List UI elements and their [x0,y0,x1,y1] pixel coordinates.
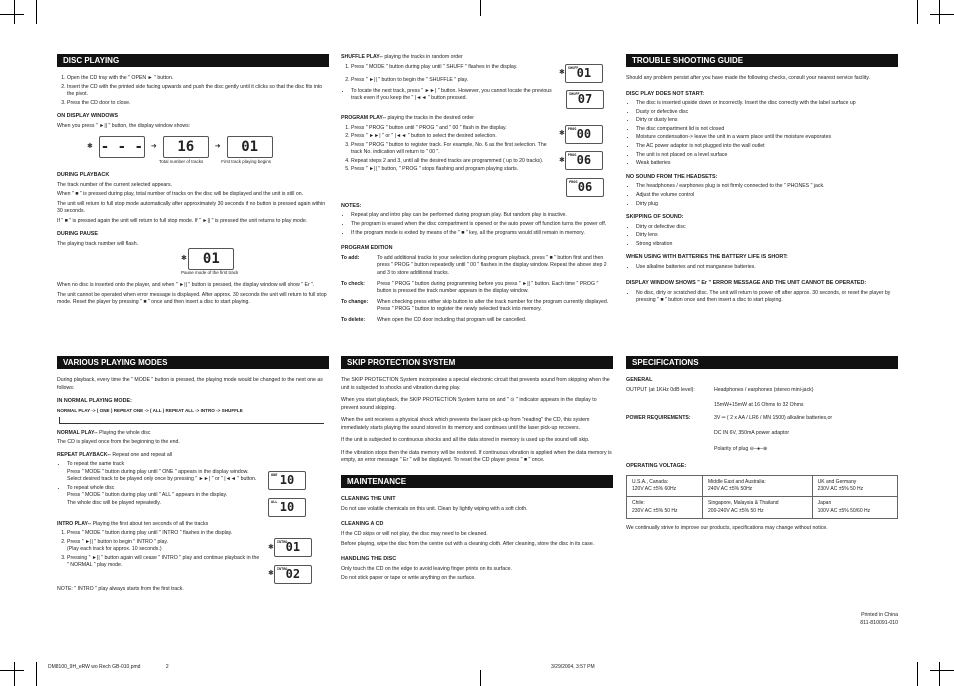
list-item: • The AC power adaptor is not plugged into the wall outlet [636,143,898,151]
list-item: • The disc compartment lid is not closed [636,126,898,134]
label: SHUFFLE PLAY-- [341,54,383,60]
list-item: • The program is erased when the disc compartment is opened or the auto power off function turns the power off. [351,221,613,229]
crop-mark [939,0,940,24]
skip-protection-header: SKIP PROTECTION SYSTEM [341,356,613,369]
flash-icon: ✱ [181,254,187,262]
label: REPEAT PLAYBACK-- [57,451,111,458]
display-sequence [87,136,329,158]
list-item: • Dirty lens [636,232,898,240]
lcd-display [565,64,603,83]
crop-mark [480,0,481,16]
voltage-table [626,475,898,519]
crop-mark [930,14,954,15]
list-item: • The disc is inserted upside down or incorrectly. Insert the disc correctly with the label surface up [636,100,898,108]
during-playback-heading: DURING PLAYBACK [57,172,110,178]
intro-text [57,530,262,573]
spec-value [714,387,813,410]
text: Middle East and Australia: [708,478,766,485]
list-item: • Use alkaline batteries and not manganese batteries. [636,264,898,272]
crop-mark [917,0,918,24]
mode-flow: NORMAL PLAY -> ( ONE ) REPEAT ONE -> ( ALL ) REPEAT ALL -> INTRO -> SHUFFLE [57,407,243,413]
list-item: • The headphones / earphones plug is not firmly connected to the " PHONES " jack. [636,183,898,191]
text: Playing the whole disc [99,429,151,436]
disc-playing-header: DISC PLAYING [57,54,329,67]
text: Singapore, Malaysia & Thailand [708,500,779,507]
flash-icon: ✱ [87,143,93,151]
flash-icon: ✱ [559,156,565,164]
intro-displays [268,538,312,584]
footer-file [48,664,169,671]
paragraph: Only touch the CD on the edge to avoid leaving finger prints on its surface. [341,565,512,572]
paragraph: If the unit is subjected to continuous shocks and all the data stored in memory is used up the sound will skip. [341,437,590,444]
lcd-display [274,538,312,557]
list-item: • If the program mode is exited by means of the " ■ " key, all the programs would still remain in memory. [351,230,613,238]
lcd-digits: 10 [279,499,295,514]
column-right-lower [626,356,898,628]
display-captions [159,159,329,166]
during-pause-heading: DURING PAUSE [57,231,98,238]
lcd-tag: PROG [567,153,577,158]
lcd-tag: PROG [567,126,577,131]
edit-key: To check: [341,280,365,287]
crop-mark [917,662,918,686]
list-item: • The unit is not placed on a level surface [636,152,898,160]
arrow-right-icon: ➜ [214,143,221,151]
flash-icon: ✱ [268,570,274,578]
caption: Total number of tracks [159,159,204,165]
list-item: • Dirty or defective disc [636,224,898,232]
lcd-tag: SHUFF [567,65,579,70]
text: Playing the first about ten seconds of all the tracks [92,520,209,527]
flash-icon: ✱ [559,68,565,76]
list-item: 2. Press " ►►| " or " |◄◄ " button to select the desired selection. [351,133,553,141]
text: DM8100_9H_eRW wo Rech GB-010.pmd [48,664,141,670]
paragraph: When the unit receives a physical shock which prevents the laser pick-up from "reading" the CD, this system immediately starts playing the sound stored in its memory and continues until the laser pick-up recovers. [341,417,590,431]
lcd-digits: 06 [576,153,592,168]
lcd-tag: INTRO [276,540,288,545]
spec-key: OUTPUT (at 1KHz 0dB level): [626,386,695,393]
error-heading: DISPLAY WINDOW SHOWS " Er " ERROR MESSAGE AND THE UNIT CANNOT BE OPERATED: [626,279,867,286]
various-modes-header: VARIOUS PLAYING MODES [57,356,329,369]
voltage-heading: OPERATING VOLTAGE: [626,463,687,470]
edit-value: To add additional tracks to your selection during program playback, press " ■ " button first and then press " PROG " button repeatedly until " 00 " flashes in the display window. Repeat the above step 2 and 3 to store additional tracks. [377,254,607,276]
pause-display [181,248,329,277]
list-item: • Dirty plug [636,201,898,209]
paragraph: Before playing, wipe the disc from the centre out with a cleaning cloth. After cleaning, store the disc in its case. [341,540,595,547]
list-item: • No disc, dirty or scratched disc. The unit will return to power off after approx. 30 seconds, or reset the player by pressing " ■ " button once and then insert a disc to start playing. [636,290,898,305]
lcd-digits: 02 [285,566,301,581]
lcd-tag: INTRO [276,566,288,571]
label: NORMAL PLAY-- [57,429,98,436]
handling-heading: HANDLING THE DISC [341,556,397,563]
caption: Pause mode of the first track [181,269,239,275]
text: 15mW+15mW at 16 Ohms to 32 Ohms [714,401,804,408]
list-item: 5. Press " ►|| " button, " PROG " stops flashing and program playing starts. [351,166,553,174]
text: Press " ►|| " button to begin " INTRO " play. [67,538,169,545]
crop-mark [480,670,481,686]
text: U.S.A., Canada: [632,478,669,485]
text: Repeat one and repeat all [112,451,173,458]
text: Japan [817,500,832,507]
edit-row [341,281,613,296]
repeat-displays [268,471,306,517]
table-cell [812,475,897,497]
maintenance-header: MAINTENANCE [341,475,613,488]
list-item: • Dirty or dusty lens [636,117,898,125]
column-left [57,54,329,309]
edit-key: To delete: [341,316,366,323]
edit-value: When checking press either skip button to alter the track number for the program currently displayed. Press " PROG " button to register the newly selected track into memory. [377,298,609,313]
paragraph: When you start playback, the SKIP PROTECTION System turns on and " ⊙ " indicator appears in the display to prevent sound skipping. [341,397,597,411]
lcd-digits: 01 [576,65,592,80]
text: Polarity of plug [714,445,749,452]
spec-row [626,415,898,453]
program-displays [559,125,604,197]
column-middle [341,54,613,327]
paragraph: The SKIP PROTECTION System incorporates a special electronic circuit that prevents sound from skipping when the unit is subjected to shocks and vibration during play. [341,377,610,391]
lcd-display [566,178,604,197]
list-item: 1. Open the CD tray with the " OPEN ► " button. [67,75,329,83]
disc-steps [57,75,329,107]
paragraph: During playback, every time the " MODE " button is pressed, the playing mode would be changed to the next one as follows: [57,377,323,391]
crop-mark [14,662,15,686]
lcd-digits: 10 [279,473,295,488]
paragraph: The CD is played once from the beginning to the end. [57,439,180,446]
spec-value [714,415,832,453]
trouble-heading: DISC PLAY DOES NOT START: [626,90,705,97]
lcd-digits: 07 [577,92,593,107]
printed-in: Printed in China [861,612,898,619]
trouble-heading: NO SOUND FROM THE HEADSETS: [626,173,718,180]
list-item: • Weak batteries [636,160,898,168]
note: NOTE: " INTRO " play always starts from the first track. [57,585,184,592]
crop-mark [14,0,15,24]
table-cell [627,475,703,497]
text: UK and Germany [817,478,857,485]
lcd-tag: ONE [271,473,278,478]
label: INTRO PLAY-- [57,520,92,527]
paragraph: If the CD skips or will not play, the disc may need to be cleaned. [341,530,488,537]
notes-heading: NOTES: [341,202,362,209]
text: 240V AC ±5% 50Hz [708,486,753,493]
column-left-lower [57,356,329,595]
shuffle-block [341,64,613,110]
paragraph: When " ■ " is pressed during play, total number of tracks on the disc will be displayed and the unit is still on. [57,191,304,198]
crop-mark [36,0,37,24]
program-edition-heading: PROGRAM EDITION [341,245,393,252]
text: 3V ═ ( 2 x AA / LR6 / MN 1500) alkaline batteries,or [714,415,833,422]
table-cell [703,497,813,519]
paragraph: Do not stick paper or tape or write anything on the surface. [341,575,476,582]
text: 230V AC ±5% 50 Hz [817,486,864,493]
text: (Play each track for approx. 10 seconds.) [67,546,162,553]
paragraph: The playing track number will flash. [57,241,139,248]
page-number: 2 [165,664,169,670]
specifications-header: SPECIFICATIONS [626,356,898,369]
paragraph: Do not use volatile chemicals on this unit. Clean by lightly wiping with a soft cloth. [341,505,528,512]
lcd-display: 01 [227,136,273,158]
list-item: • Moisture condensation-> leave the unit in a warm place until the moisture evaporates [636,134,898,142]
flow-loop-line [59,417,324,424]
edit-value: When open the CD door including that program will be cancelled. [377,316,527,323]
label: PROGRAM PLAY-- [341,115,387,122]
flash-icon: ✱ [559,130,565,138]
repeat-block [57,461,329,517]
repeat-text [57,461,262,510]
lcd-tag: PROG [569,179,578,184]
text: Press " MODE " button during play until " ALL " appears in the display. [67,492,228,499]
list-item: • Strong vibration [636,241,898,249]
text: playing the tracks in the desired order [387,115,475,122]
text: 100V AC ±5% 50/60 Hz [817,507,871,514]
on-display-heading: ON DISPLAY WINDOWS [57,113,119,120]
caption: First track playing begins [221,159,272,165]
text: 120V AC ±5% 60Hz [632,486,677,493]
program-block [341,125,613,197]
spec-key: POWER REQUIREMENTS: [626,415,691,422]
paragraph: If " ■ " is pressed again the unit will return to full stop mode. If " ►|| " is pressed the unit returns to play mode. [57,217,308,224]
flash-icon: ✱ [268,543,274,551]
lcd-display [566,90,604,109]
crop-mark [939,662,940,686]
table-cell [812,497,897,519]
spec-row [626,387,898,410]
print-info [626,612,898,627]
text: playing the tracks in random order [384,54,463,60]
edit-row [341,317,613,325]
trouble-heading: SKIPPING OF SOUND: [626,214,684,221]
footer-date: 3/29/2004, 3:57 PM [551,664,595,670]
paragraph: The track number of the current selected appears. [57,181,173,188]
list-item: 1. Press " MODE " button during play until " SHUFF " flashes in the display. [351,64,553,72]
edit-value: Press " PROG " button during programming before you press " ►|| " button. Each time " PROG " button is pressed the track number appears in the display window. [377,280,599,295]
crop-mark [36,662,37,686]
column-middle-lower [341,356,613,585]
paragraph: The unit will return to full stop mode automatically after approximately 30 seconds if no button is pressed again within 30 seconds. [57,200,326,215]
text: To repeat whole disc [67,484,115,491]
lcd-tag: ALL [271,499,278,504]
list-item: 1. Press " MODE " button during play until " INTRO " flashes in the display. [67,530,262,538]
paragraph: Should any problem persist after you have made the following checks, consult your nearest service facility. [626,75,870,81]
general-heading: GENERAL [626,377,653,383]
edit-row [341,299,613,314]
text: Headphones / earphones (stereo mini-jack) [714,386,814,393]
crop-mark [0,670,24,671]
lcd-digits: 00 [576,126,592,141]
lcd-digits: 06 [577,179,593,194]
cleaning-unit-heading: CLEANING THE UNIT [341,495,396,502]
text: 200-240V AC ±5% 50 Hz [708,507,764,514]
column-right [626,54,898,308]
crop-mark [0,14,24,15]
table-row [627,475,898,497]
list-item: 3. Press the CD door to close. [67,100,329,108]
list-item: 3. Press " PROG " button to register track. For example, No. 6 as the first selection. The track No. indication will return to " 00 ". [351,142,553,157]
list-item: 2. Insert the CD with the printed side facing upwards and push the disc gently until it clicks so that the disc fits into the pivot. [67,84,329,99]
text: Press " MODE " button during play until " ONE " appears in the display window. Select desired track to be played only once by pressing " ►►| " or " |◄◄ " button. [67,468,257,483]
lcd-display [565,125,603,144]
text: The whole disc will be played repeatedly. [67,499,161,506]
table-cell [627,497,703,519]
text: Chile: [632,500,645,507]
paragraph: When no disc is inserted onto the player, and when " ►|| " button is pressed, the display window will show " Er ". [57,282,315,289]
list-item: • Repeat play and intro play can be performed during program play. But random play is inactive. [351,212,613,220]
lcd-display [268,498,306,517]
edit-key: To change: [341,298,369,305]
list-item: • Adjust the volume control [636,192,898,200]
lcd-display: - - - [99,136,145,158]
shuffle-text [341,64,553,106]
list-item: 3. Pressing " ►|| " button again will cease " INTRO " play and continue playback in the " NORMAL " play mode. [67,555,262,570]
table-cell [703,475,813,497]
lcd-display [565,151,603,170]
list-item: 1. Press " PROG " button until " PROG " and " 00 " flash in the display. [351,125,553,133]
crop-mark [930,670,954,671]
plug-polarity-icon: ⊖–●–⊕ [749,445,768,452]
edit-key: To add: [341,254,360,261]
edit-row [341,255,613,278]
intro-block [57,530,329,584]
arrow-right-icon: ➜ [150,143,157,151]
paragraph: The unit cannot be operated when error message is displayed. After approx. 30 seconds the unit will return to full stop mode. Reset the player by pressing " ■ " once and then insert a disc to start playing. [57,291,327,306]
lcd-digits: 01 [285,540,301,555]
list-item: 4. Repeat steps 2 and 3, until all the desired tracks are programmed ( up to 20 tracks). [351,158,553,166]
text: To repeat the same track [67,461,125,468]
paragraph: We continually strive to improve our products, specifications may change without notice. [626,524,828,531]
table-row [627,497,898,519]
lcd-display [268,471,306,490]
text: DC IN 6V, 350mA power adaptor [714,430,790,437]
program-text [341,125,553,177]
lcd-display: 16 [163,136,209,158]
text: 230V AC ±5% 50 Hz [632,507,678,514]
part-code: 811-810091-010 [860,619,898,626]
lcd-tag: SHUFF [569,92,580,97]
shuffle-displays [559,64,604,110]
cleaning-cd-heading: CLEANING A CD [341,521,384,528]
on-display-text: When you press " ►|| " button, the display window shows: [57,122,191,129]
lcd-display: 01 [188,248,234,270]
list-item: • To locate the next track, press " ►►| " button. However, you cannot locate the previous track even if you keep the " |◄◄ " button pressed. [351,88,553,103]
paragraph: If the vibration stops then the data memory will be restored. If continuous vibration is applied when the data memory is empty, an error message " Er " will be displayed. To reset the CD player press " ■ " once. [341,449,612,464]
trouble-header: TROUBLE SHOOTING GUIDE [626,54,898,67]
list-item: 2. Press " ►|| " button to begin the " SHUFFLE " play. [351,77,553,85]
trouble-heading: WHEN USING WITH BATTERIES THE BATTERY LIFE IS SHORT: [626,254,788,261]
list-item: • Dusty or defective disc [636,109,898,117]
normal-mode-heading: IN NORMAL PLAYING MODE: [57,398,132,405]
lcd-display [274,565,312,584]
